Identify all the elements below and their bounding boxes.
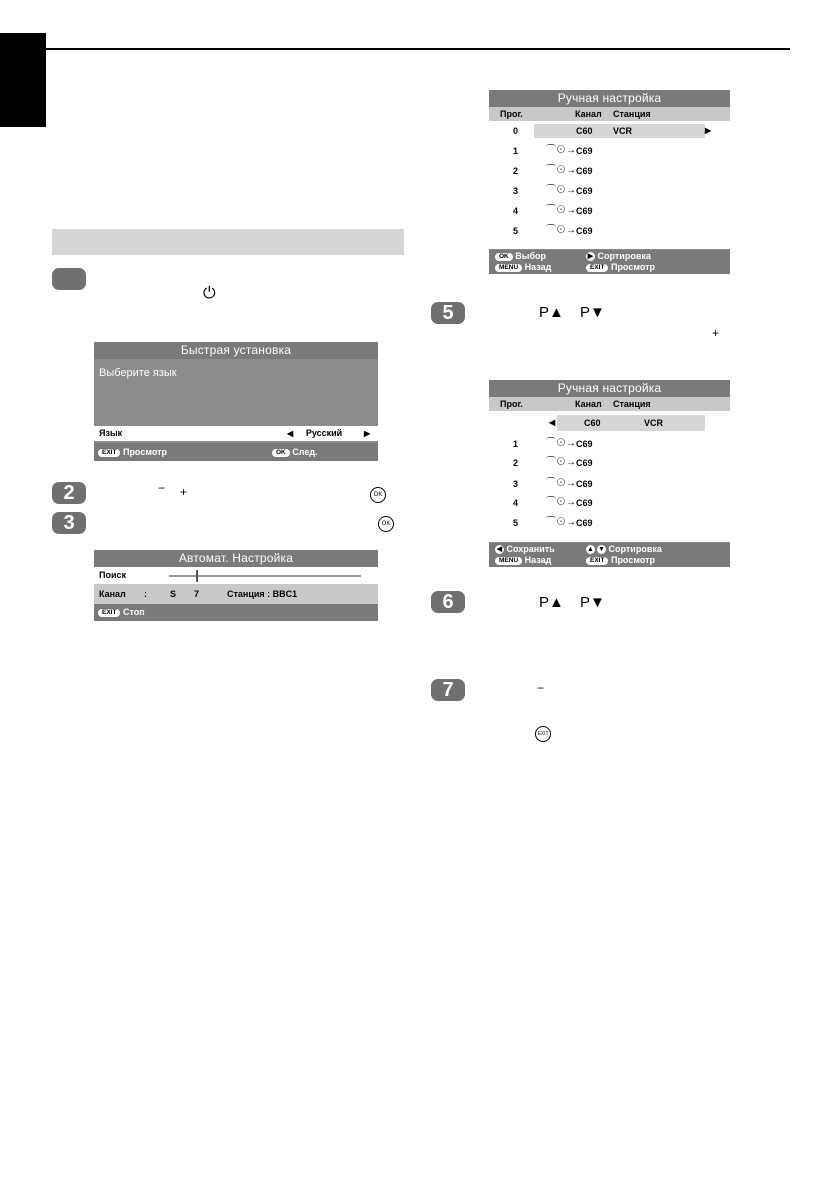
back-label: Назад <box>524 262 552 272</box>
skip-icon: ⌒⊙→ <box>546 165 576 176</box>
list-item[interactable] <box>489 456 730 470</box>
arrow-left-icon[interactable]: ◀ <box>287 429 294 438</box>
prog-number: 1 <box>513 439 519 449</box>
language-side-tab <box>0 33 46 127</box>
p-down-icon: P▼ <box>580 594 605 611</box>
language-row[interactable] <box>94 426 378 441</box>
channel-value: C69 <box>576 479 593 489</box>
arrow-right-icon[interactable]: ▶ <box>705 126 712 135</box>
select-label: Выбор <box>515 251 547 261</box>
step-3-badge: 3 <box>52 512 86 534</box>
minus-icon: − <box>158 481 166 495</box>
menu-footer <box>489 250 730 274</box>
header-prog: Прог. <box>500 109 523 119</box>
channel-value: C69 <box>576 206 593 216</box>
program-list <box>489 411 730 542</box>
skip-icon: ⌒⊙→ <box>546 145 576 156</box>
prog-number: 3 <box>513 186 519 196</box>
station-value: VCR <box>613 126 633 136</box>
search-progress-track <box>169 575 361 577</box>
list-item[interactable] <box>489 164 730 178</box>
list-item[interactable] <box>489 204 730 218</box>
channel-band: S <box>170 589 177 599</box>
header-station: Станция <box>613 109 651 119</box>
header-channel: Канал <box>575 399 602 409</box>
search-label: Поиск <box>99 570 127 580</box>
language-prompt: Выберите язык <box>99 367 177 379</box>
step-1-badge <box>52 268 86 290</box>
channel-value: C69 <box>576 439 593 449</box>
sort-label: Сортировка <box>597 251 651 261</box>
menu-footer <box>94 443 378 461</box>
header-channel: Канал <box>575 109 602 119</box>
exit-icon: EXIT <box>535 726 551 742</box>
channel-value: C69 <box>576 186 593 196</box>
menu-title: Автомат. Настройка <box>94 550 378 567</box>
list-item[interactable] <box>489 184 730 198</box>
search-progress-marker <box>196 570 198 582</box>
p-up-icon: P▲ <box>539 304 564 321</box>
view-label: Просмотр <box>610 262 656 272</box>
prog-number: 5 <box>513 518 519 528</box>
program-list <box>489 121 730 249</box>
skip-icon: ⌒⊙→ <box>546 517 576 528</box>
channel-colon: : <box>144 589 147 599</box>
ok-icon: OK <box>370 487 386 503</box>
channel-value: C69 <box>576 518 593 528</box>
language-label: Язык <box>99 428 123 438</box>
menu-title: Ручная настройка <box>489 380 730 397</box>
save-label: Сохранить <box>506 544 555 554</box>
prog-number: 4 <box>513 206 519 216</box>
prog-number: 2 <box>513 166 519 176</box>
header-station: Станция <box>613 399 651 409</box>
p-up-icon: P▲ <box>539 594 564 611</box>
back-label: Назад <box>524 555 552 565</box>
step-7-badge: 7 <box>431 679 465 701</box>
skip-icon: ⌒⊙→ <box>546 438 576 449</box>
p-down-icon: P▼ <box>580 304 605 321</box>
channel-value: C69 <box>576 226 593 236</box>
quick-setup-menu <box>94 342 378 461</box>
sort-label: Сортировка <box>608 544 662 554</box>
channel-label: Канал <box>99 589 126 599</box>
left-arrow-button[interactable]: ◀ <box>496 546 503 554</box>
ok-button[interactable]: OK <box>272 449 290 457</box>
list-item[interactable] <box>489 437 730 451</box>
plus-icon: + <box>712 326 720 340</box>
step-5-badge: 5 <box>431 302 465 324</box>
power-icon: ⏻ <box>203 285 216 302</box>
header-rule <box>46 48 790 50</box>
ok-icon: OK <box>378 516 394 532</box>
ok-button[interactable]: OK <box>495 253 513 261</box>
right-arrow-button[interactable]: ▶ <box>587 253 594 261</box>
list-item[interactable] <box>489 144 730 158</box>
down-arrow-button[interactable]: ▼ <box>598 546 605 554</box>
list-item-selected[interactable] <box>489 415 730 431</box>
arrow-right-icon[interactable]: ▶ <box>364 429 371 438</box>
skip-icon: ⌒⊙→ <box>546 457 576 468</box>
header-prog: Прог. <box>500 399 523 409</box>
manual-tuning-menu-2 <box>489 380 730 567</box>
up-arrow-button[interactable]: ▲ <box>587 546 594 554</box>
list-item[interactable] <box>489 124 730 138</box>
exit-button[interactable]: EXIT <box>98 609 120 617</box>
column-header-row <box>489 107 730 121</box>
menu-footer <box>94 604 378 621</box>
channel-value: C60 <box>584 418 601 428</box>
section-banner <box>52 229 404 255</box>
skip-icon: ⌒⊙→ <box>546 225 576 236</box>
station-text: Станция : BBC1 <box>227 589 298 599</box>
skip-icon: ⌒⊙→ <box>546 497 576 508</box>
channel-value: C69 <box>576 146 593 156</box>
menu-footer <box>489 543 730 567</box>
step-2-badge: 2 <box>52 482 86 504</box>
step-6-badge: 6 <box>431 591 465 613</box>
channel-value: C69 <box>576 498 593 508</box>
auto-tuning-menu <box>94 550 378 621</box>
exit-button[interactable]: EXIT <box>98 449 120 457</box>
skip-icon: ⌒⊙→ <box>546 205 576 216</box>
stop-label: Стоп <box>122 607 145 617</box>
station-value: VCR <box>644 418 664 428</box>
list-item[interactable] <box>489 477 730 491</box>
channel-value: C69 <box>576 458 593 468</box>
skip-icon: ⌒⊙→ <box>546 185 576 196</box>
channel-value: C69 <box>576 166 593 176</box>
view-label: Просмотр <box>610 555 656 565</box>
list-item[interactable] <box>489 224 730 238</box>
list-item[interactable] <box>489 496 730 510</box>
exit-button[interactable]: EXIT <box>586 557 608 565</box>
arrow-left-icon[interactable]: ◀ <box>549 418 556 427</box>
prog-number: 5 <box>513 226 519 236</box>
language-value: Русский <box>305 428 343 438</box>
channel-number: 7 <box>194 589 200 599</box>
exit-label: Просмотр <box>122 447 168 457</box>
search-row <box>94 567 378 584</box>
plus-icon: + <box>180 485 188 499</box>
prog-number: 0 <box>513 126 519 136</box>
menu-button[interactable]: MENU <box>495 264 522 272</box>
menu-title: Ручная настройка <box>489 90 730 107</box>
prog-number: 4 <box>513 498 519 508</box>
channel-info-row <box>94 584 378 604</box>
prog-number: 1 <box>513 146 519 156</box>
menu-title: Быстрая установка <box>94 342 378 359</box>
minus-icon: − <box>537 681 545 695</box>
channel-value: C60 <box>576 126 593 136</box>
menu-button[interactable]: MENU <box>495 557 522 565</box>
manual-tuning-menu-1 <box>489 90 730 274</box>
list-item[interactable] <box>489 516 730 530</box>
skip-icon: ⌒⊙→ <box>546 478 576 489</box>
exit-button[interactable]: EXIT <box>586 264 608 272</box>
prog-number: 2 <box>513 458 519 468</box>
ok-label: След. <box>292 447 318 457</box>
prog-number: 3 <box>513 479 519 489</box>
column-header-row <box>489 397 730 411</box>
